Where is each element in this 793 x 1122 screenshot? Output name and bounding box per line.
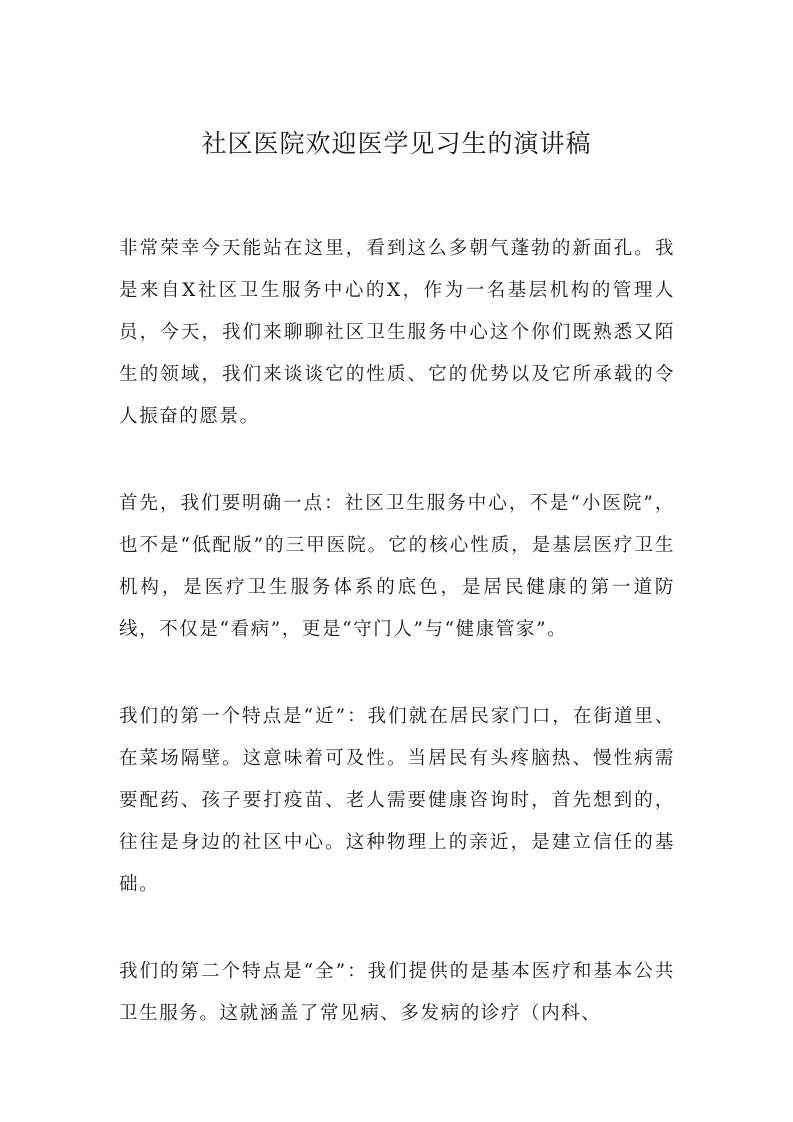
document-body <box>119 228 675 1035</box>
paragraph-feature-near: 我们的第一个特点是“近”：我们就在居民家门口，在街道里、在菜场隔壁。这意味着可及性。当居民有头疼脑热、慢性病需要配药、孩子要打疫苗、老人需要健康咨询时，首先想到的，往往是身边的社区中心。这种物理上的亲近，是建立信任的基础。 <box>119 706 675 895</box>
paragraph-intro: 非常荣幸今天能站在这里，看到这么多朝气蓬勃的新面孔。我是来自X社区卫生服务中心的X，作为一名基层机构的管理人员，今天，我们来聊聊社区卫生服务中心这个你们既熟悉又陌生的领域，我们来谈谈它的性质、它的优势以及它所承载的令人振奋的愿景。 <box>119 238 675 427</box>
document-title: 社区医院欢迎医学见习生的演讲稿 <box>201 129 592 158</box>
paragraph-feature-comprehensive: 我们的第二个特点是“全”：我们提供的是基本医疗和基本公共卫生服务。这就涵盖了常见病、多发病的诊疗（内科、 <box>119 961 675 1024</box>
paragraph-nature: 首先，我们要明确一点：社区卫生服务中心，不是“小医院”，也不是“低配版”的三甲医院。它的核心性质，是基层医疗卫生机构，是医疗卫生服务体系的底色，是居民健康的第一道防线，不仅是“看病”，更是“守门人”与“健康管家”。 <box>119 493 675 640</box>
